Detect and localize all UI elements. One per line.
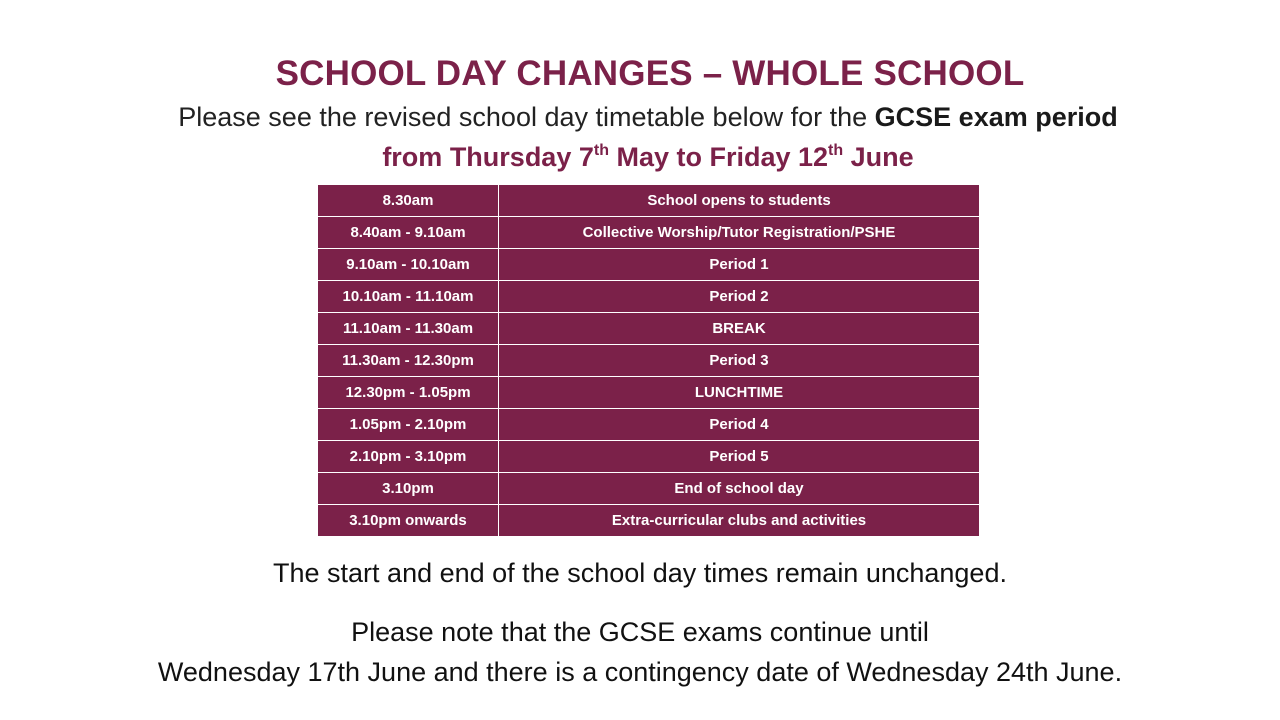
- time-cell: 9.10am - 10.10am: [318, 249, 499, 281]
- activity-cell: Collective Worship/Tutor Registration/PSHE: [499, 217, 980, 249]
- time-cell: 2.10pm - 3.10pm: [318, 441, 499, 473]
- intro-text-bold: GCSE exam period: [874, 102, 1118, 132]
- activity-cell: LUNCHTIME: [499, 377, 980, 409]
- time-cell: 11.30am - 12.30pm: [318, 345, 499, 377]
- activity-cell: Period 5: [499, 441, 980, 473]
- activity-cell: Period 1: [499, 249, 980, 281]
- unchanged-times-note: The start and end of the school day times remain unchanged.: [273, 558, 1007, 588]
- date-range: [0, 142, 1280, 173]
- table-row: [318, 473, 980, 505]
- time-cell: 3.10pm: [318, 473, 499, 505]
- time-cell: 12.30pm - 1.05pm: [318, 377, 499, 409]
- activity-cell: School opens to students: [499, 185, 980, 217]
- table-row: [318, 345, 980, 377]
- activity-cell: Extra-curricular clubs and activities: [499, 505, 980, 537]
- date-range-middle: May to Friday 12: [608, 142, 829, 172]
- table-row: [318, 441, 980, 473]
- table-row: [318, 249, 980, 281]
- activity-cell: Period 4: [499, 409, 980, 441]
- intro-text: [0, 102, 1280, 133]
- time-cell: 11.10am - 11.30am: [318, 313, 499, 345]
- date-range-suffix: June: [843, 142, 914, 172]
- time-cell: 8.30am: [318, 185, 499, 217]
- table-row: [318, 313, 980, 345]
- page-title: SCHOOL DAY CHANGES – WHOLE SCHOOL: [275, 54, 1025, 93]
- date-range-ordinal-2: th: [828, 142, 844, 159]
- activity-cell: Period 3: [499, 345, 980, 377]
- time-cell: 1.05pm - 2.10pm: [318, 409, 499, 441]
- date-range-ordinal-1: th: [593, 142, 609, 159]
- time-cell: 3.10pm onwards: [318, 505, 499, 537]
- time-cell: 8.40am - 9.10am: [318, 217, 499, 249]
- table-row: [318, 185, 980, 217]
- activity-cell: Period 2: [499, 281, 980, 313]
- activity-cell: BREAK: [499, 313, 980, 345]
- table-row: [318, 281, 980, 313]
- exam-dates-note: [0, 612, 1280, 692]
- table-row: [318, 377, 980, 409]
- intro-text-main: Please see the revised school day timetable below for the: [178, 102, 875, 132]
- exam-dates-note-line-2: Wednesday 17th June and there is a contingency date of Wednesday 24th June.: [157, 657, 1123, 687]
- activity-cell: End of school day: [499, 473, 980, 505]
- table-row: [318, 409, 980, 441]
- date-range-prefix: from Thursday 7: [382, 142, 594, 172]
- exam-dates-note-line-1: Please note that the GCSE exams continue until: [351, 617, 929, 647]
- table-row: [318, 217, 980, 249]
- table-row: [318, 505, 980, 537]
- timetable: [317, 184, 980, 537]
- timetable-body: [318, 185, 980, 537]
- time-cell: 10.10am - 11.10am: [318, 281, 499, 313]
